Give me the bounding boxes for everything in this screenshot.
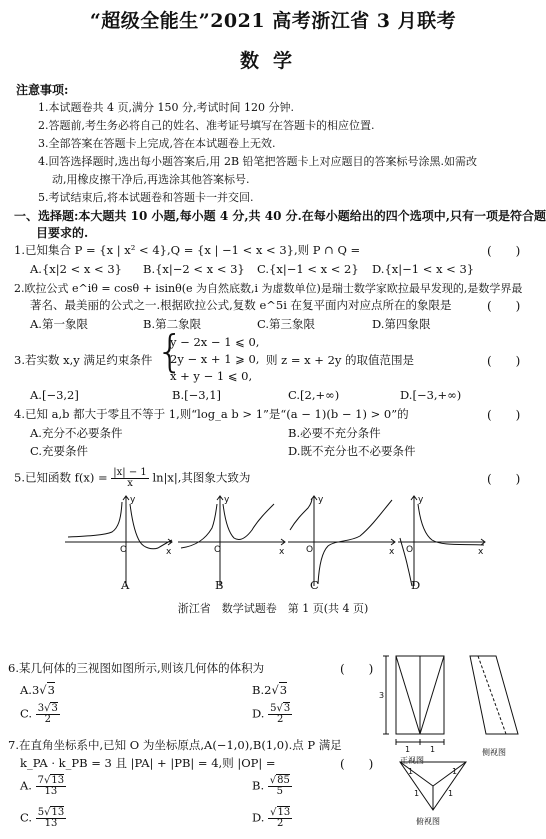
graph-b-origin: O bbox=[214, 545, 222, 555]
q7-c-num: 5√13 bbox=[37, 807, 65, 818]
q7-option-c bbox=[20, 808, 66, 829]
q3-answer-paren: ( ) bbox=[487, 354, 521, 368]
q6-c-coef: 3 bbox=[37, 703, 45, 714]
q4-option-d: D.既不充分也不必要条件 bbox=[288, 444, 416, 458]
graph-c-x-label: x bbox=[389, 547, 395, 557]
exam-title: “超级全能生”2021 高考浙江省 3 月联考 bbox=[89, 10, 457, 32]
q5-denominator: x bbox=[127, 478, 133, 489]
q6-d-den: 2 bbox=[277, 714, 284, 725]
graph-a-label: A bbox=[121, 578, 130, 592]
q2-answer-paren: ( ) bbox=[487, 299, 521, 313]
notice-item: 2.答题前,考生务必将自己的姓名、准考证号填写在答题卡的相应位置. bbox=[38, 119, 375, 132]
q1-option-b: B.{x|−2 < x < 3} bbox=[143, 262, 245, 276]
q4-stem: 4.已知 a,b 都大于零且不等于 1,则“log_a b > 1”是“(a − 1)(b − 1) > 0”的 bbox=[14, 407, 409, 421]
q6-option-b bbox=[252, 683, 287, 697]
q7-d-den: 2 bbox=[276, 818, 284, 829]
q7-d-num: √13 bbox=[270, 807, 291, 818]
q3-option-b: B.[−3,1] bbox=[172, 388, 222, 402]
q7-a-fraction bbox=[36, 776, 66, 797]
radical-icon: √ bbox=[39, 683, 47, 697]
q3-suffix: 则 z = x + 2y 的取值范围是 bbox=[266, 353, 415, 367]
q1-option-c: C.{x|−1 < x < 2} bbox=[257, 262, 359, 276]
q6-d-num: 5√3 bbox=[270, 703, 291, 714]
q3-option-a: A.[−3,2] bbox=[30, 388, 79, 402]
three-view-figure bbox=[378, 650, 542, 836]
side-view-caption: 侧视图 bbox=[482, 748, 506, 757]
q6-d-fraction bbox=[268, 704, 292, 725]
q6-answer-paren: ( ) bbox=[340, 662, 374, 676]
q7-c-pre: C. bbox=[20, 810, 33, 825]
q7-option-d bbox=[252, 808, 292, 829]
graph-c bbox=[288, 496, 395, 586]
notice-item: 1.本试题卷共 4 页,满分 150 分,考试时间 120 分钟. bbox=[38, 101, 294, 114]
q6-c-num: 3√3 bbox=[37, 703, 58, 714]
q7-a-coef: 7 bbox=[37, 775, 44, 786]
q2-option-c: C.第三象限 bbox=[257, 317, 316, 331]
q7-c-den: 13 bbox=[44, 818, 58, 829]
front-view bbox=[383, 656, 444, 745]
front-width-label-1: 1 bbox=[405, 745, 411, 754]
q7-c-fraction bbox=[36, 808, 66, 829]
q2-stem-line2: 著名、最美丽的公式之一.根据欧拉公式,复数 e^5i 在复平面内对应点所在的象限是 bbox=[30, 298, 452, 312]
graph-d-label: D bbox=[411, 578, 421, 592]
graph-c-y-label: y bbox=[318, 495, 324, 505]
q7-answer-paren: ( ) bbox=[340, 757, 374, 771]
q7-a-rad: 13 bbox=[51, 775, 65, 786]
graph-d-x-label: x bbox=[478, 547, 484, 557]
q3-option-c: C.[2,+∞) bbox=[288, 388, 340, 402]
q6-stem: 6.某几何体的三视图如图所示,则该几何体的体积为 bbox=[8, 661, 265, 675]
notice-item: 动,用橡皮擦干净后,再选涂其他答案标号. bbox=[52, 173, 250, 186]
q1-answer-paren: ( ) bbox=[487, 244, 521, 258]
q6-option-c bbox=[20, 704, 60, 725]
q6-option-d bbox=[252, 704, 292, 725]
notice-item: 4.回答选择题时,选出每小题答案后,用 2B 铅笔把答题卡上对应题目的答案标号涂黑.如需改 bbox=[38, 155, 478, 168]
q7-c-rad: 13 bbox=[51, 807, 65, 818]
q7-stem-line1: 7.在直角坐标系中,已知 O 为坐标原点,A(−1,0),B(1,0).点 P 满足 bbox=[8, 738, 342, 752]
q4-option-a: A.充分不必要条件 bbox=[30, 426, 123, 440]
q7-option-a bbox=[20, 776, 66, 797]
q7-d-rad: 13 bbox=[277, 807, 291, 818]
page-footer: 浙江省 数学试题卷 第 1 页(共 4 页) bbox=[177, 602, 369, 615]
q5-numerator: |x| − 1 bbox=[113, 467, 147, 478]
graph-c-label: C bbox=[310, 578, 319, 592]
q2-stem-line1: 2.欧拉公式 e^iθ = cosθ + isinθ(e 为自然底数,i 为虚数单位)是瑞士数学家欧拉最早发现的,是数学界最 bbox=[14, 282, 523, 295]
q7-b-den: 5 bbox=[276, 786, 283, 797]
top-side-label-4: 1 bbox=[448, 789, 454, 798]
graph-b-x-label: x bbox=[279, 547, 285, 557]
q5-answer-paren: ( ) bbox=[487, 472, 521, 486]
q6-d-rad: 3 bbox=[283, 703, 291, 714]
q6-c-rad: 3 bbox=[51, 703, 58, 714]
q7-c-coef: 5 bbox=[37, 807, 45, 818]
q7-d-fraction bbox=[268, 808, 292, 829]
top-view-caption: 俯视图 bbox=[416, 817, 440, 826]
q6-c-fraction bbox=[36, 704, 60, 725]
top-side-label-2: 1 bbox=[452, 767, 458, 776]
q6-b-pre: B.2 bbox=[252, 683, 272, 697]
q7-option-b bbox=[252, 776, 292, 797]
q6-d-coef: 5 bbox=[270, 703, 277, 714]
q6-a-pre: A.3 bbox=[20, 683, 40, 697]
q3-constraint-2: 2y − x + 1 ⩾ 0, bbox=[170, 352, 260, 366]
q7-b-num: √85 bbox=[269, 775, 290, 786]
q7-a-num: 7√13 bbox=[37, 775, 65, 786]
q7-a-pre: A. bbox=[20, 778, 32, 793]
q5-prefix: 5.已知函数 f(x) = bbox=[14, 470, 108, 485]
q6-d-pre: D. bbox=[252, 706, 265, 721]
notice-heading: 注意事项: bbox=[16, 83, 69, 97]
q1-option-a: A.{x|2 < x < 3} bbox=[30, 262, 122, 276]
q7-stem-line2: k_PA · k_PB = 3 且 |PA| + |PB| = 4,则 |OP| = bbox=[20, 756, 276, 770]
q5-suffix: ln|x|,其图象大致为 bbox=[152, 470, 251, 485]
q4-option-b: B.必要不充分条件 bbox=[288, 426, 381, 440]
q4-option-c: C.充要条件 bbox=[30, 444, 89, 458]
graph-d bbox=[398, 496, 485, 586]
q3-constraint-3: x + y − 1 ⩽ 0, bbox=[170, 369, 253, 383]
q6-b-rad: 3 bbox=[279, 683, 288, 697]
q3-constraint-1: y − 2x − 1 ⩽ 0, bbox=[170, 335, 260, 349]
q6-c-pre: C. bbox=[20, 706, 33, 721]
q1-stem: 1.已知集合 P = {x | x² < 4},Q = {x | −1 < x < 3},则 P ∩ Q = bbox=[14, 243, 361, 257]
side-view bbox=[470, 656, 518, 734]
q3-brace: { bbox=[156, 326, 184, 377]
front-view-caption: 正视图 bbox=[400, 756, 424, 765]
q6-a-rad: 3 bbox=[47, 683, 55, 697]
q7-b-fraction bbox=[268, 776, 292, 797]
graph-a-y-label: y bbox=[130, 495, 136, 505]
q7-b-rad: 85 bbox=[277, 775, 290, 786]
q5-graphs bbox=[60, 490, 490, 590]
q5-stem bbox=[14, 468, 250, 489]
graph-a bbox=[65, 496, 172, 586]
top-side-label-3: 1 bbox=[414, 789, 420, 798]
q3-option-d: D.[−3,+∞) bbox=[400, 388, 462, 402]
section-heading-cont: 目要求的. bbox=[36, 226, 89, 240]
q5-fraction bbox=[111, 468, 148, 489]
q4-answer-paren: ( ) bbox=[487, 408, 521, 422]
q3-prefix: 3.若实数 x,y 满足约束条件 bbox=[14, 353, 153, 367]
notice-item: 3.全部答案在答题卡上完成,答在本试题卷上无效. bbox=[38, 137, 276, 150]
section-heading: 一、选择题:本大题共 10 小题,每小题 4 分,共 40 分.在每小题给出的四个选项中,只有一项是符合题 bbox=[14, 209, 546, 223]
q7-b-pre: B. bbox=[252, 778, 265, 793]
top-side-label-1: 1 bbox=[408, 767, 414, 776]
q2-option-b: B.第二象限 bbox=[143, 317, 202, 331]
q6-option-a bbox=[20, 683, 55, 697]
graph-b-label: B bbox=[215, 578, 224, 592]
front-width-label-2: 1 bbox=[430, 745, 436, 754]
q7-a-den: 13 bbox=[44, 786, 58, 797]
radical-icon: √ bbox=[271, 683, 279, 697]
graph-d-origin: O bbox=[406, 545, 414, 555]
q2-option-d: D.第四象限 bbox=[372, 317, 431, 331]
q2-option-a: A.第一象限 bbox=[30, 317, 88, 331]
notice-item: 5.考试结束后,将本试题卷和答题卡一并交回. bbox=[38, 191, 254, 204]
exam-subject: 数学 bbox=[239, 50, 306, 72]
graph-d-y-label: y bbox=[418, 495, 424, 505]
q1-option-d: D.{x|−1 < x < 3} bbox=[372, 262, 475, 276]
graph-a-x-label: x bbox=[166, 547, 172, 557]
graph-c-origin: O bbox=[306, 545, 314, 555]
graph-b-y-label: y bbox=[224, 495, 230, 505]
q7-d-pre: D. bbox=[252, 810, 265, 825]
graph-a-origin: O bbox=[120, 545, 128, 555]
q6-c-den: 2 bbox=[44, 714, 51, 725]
graph-b bbox=[178, 496, 285, 586]
front-height-label: 3 bbox=[379, 691, 385, 700]
